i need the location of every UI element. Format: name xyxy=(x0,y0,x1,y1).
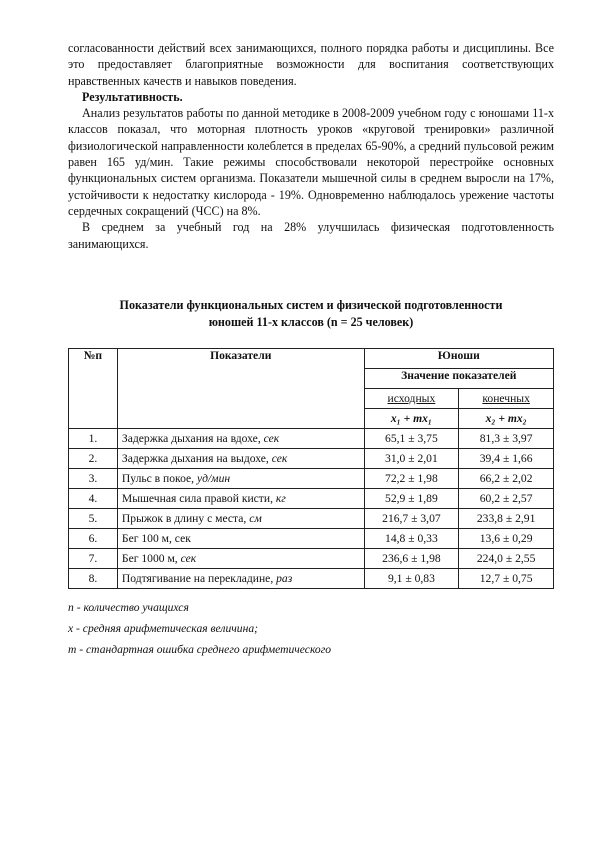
table-row xyxy=(69,469,554,489)
row-indicator-unit: см xyxy=(249,512,262,525)
row-indicator xyxy=(117,489,364,509)
header-start-formula: x₁ + mx₁ xyxy=(364,409,459,429)
table-row xyxy=(69,489,554,509)
row-number: 6. xyxy=(69,529,118,549)
row-end-value: 12,7 ± 0,75 xyxy=(459,569,554,589)
row-number: 8. xyxy=(69,569,118,589)
row-number: 1. xyxy=(69,429,118,449)
row-start-value: 31,0 ± 2,01 xyxy=(364,449,459,469)
row-end-value: 233,8 ± 2,91 xyxy=(459,509,554,529)
row-indicator-label: Задержка дыхания на выдохе, xyxy=(121,452,272,465)
row-number: 7. xyxy=(69,549,118,569)
row-indicator-unit: сек xyxy=(180,552,197,565)
table-notes xyxy=(68,597,554,660)
row-indicator-label: Прыжок в длину с места, xyxy=(121,512,250,525)
header-end-formula: x₂ + mx₂ xyxy=(459,409,554,429)
row-number: 4. xyxy=(69,489,118,509)
row-indicator xyxy=(117,529,364,549)
row-number: 2. xyxy=(69,449,118,469)
note-n: n - количество учащихся xyxy=(68,601,189,614)
section-heading: Результативность. xyxy=(82,89,183,104)
row-end-value: 81,3 ± 3,97 xyxy=(459,429,554,449)
row-indicator-label: Пульс в покое, xyxy=(121,472,197,485)
row-start-value: 52,9 ± 1,89 xyxy=(364,489,459,509)
row-end-value: 39,4 ± 1,66 xyxy=(459,449,554,469)
row-start-value: 72,2 ± 1,98 xyxy=(364,469,459,489)
row-indicator-label: Бег 1000 м, xyxy=(121,552,181,565)
row-indicator xyxy=(117,569,364,589)
row-indicator xyxy=(117,429,364,449)
row-end-value: 66,2 ± 2,02 xyxy=(459,469,554,489)
note-x: x - средняя арифметическая величина; xyxy=(68,622,259,635)
row-start-value: 9,1 ± 0,83 xyxy=(364,569,459,589)
table-row xyxy=(69,449,554,469)
row-indicator-unit: раз xyxy=(276,572,293,585)
row-indicator-label: Мышечная сила правой кисти, xyxy=(121,492,276,505)
paragraph-summary: В среднем за учебный год на 28% улучшилась физическая подготовленность занимающихся. xyxy=(68,220,554,251)
row-start-value: 236,6 ± 1,98 xyxy=(364,549,459,569)
row-end-value: 13,6 ± 0,29 xyxy=(459,529,554,549)
body-text xyxy=(68,40,554,252)
header-start: исходных xyxy=(364,389,459,409)
row-indicator-unit: сек xyxy=(263,432,280,445)
paragraph-intro: согласованности действий всех занимающихся, полного порядка работы и дисциплины. Все это предоставляет благоприятные возможности для воспитания соответствующих нравственных качеств и навыков поведения. xyxy=(68,41,554,88)
note-m: m - стандартная ошибка среднего арифметического xyxy=(68,643,332,656)
row-indicator xyxy=(117,449,364,469)
row-indicator xyxy=(117,469,364,489)
table-row xyxy=(69,429,554,449)
row-number: 5. xyxy=(69,509,118,529)
header-number: №п xyxy=(69,349,118,429)
row-indicator-label: Задержка дыхания на вдохе, xyxy=(121,432,264,445)
table-title xyxy=(68,297,554,331)
row-indicator-unit: кг xyxy=(275,492,286,505)
header-group: Юноши xyxy=(364,349,553,369)
row-indicator xyxy=(117,549,364,569)
row-end-value: 224,0 ± 2,55 xyxy=(459,549,554,569)
table-row xyxy=(69,509,554,529)
row-start-value: 14,8 ± 0,33 xyxy=(364,529,459,549)
table-title-line-2: юношей 11-х классов (n = 25 человек) xyxy=(208,315,414,329)
row-start-value: 65,1 ± 3,75 xyxy=(364,429,459,449)
table-title-line-1: Показатели функциональных систем и физической подготовленности xyxy=(119,298,503,312)
table-row xyxy=(69,569,554,589)
header-indicators: Показатели xyxy=(117,349,364,429)
row-start-value: 216,7 ± 3,07 xyxy=(364,509,459,529)
row-indicator xyxy=(117,509,364,529)
header-end: конечных xyxy=(459,389,554,409)
results-table xyxy=(68,348,554,589)
row-indicator-label: Бег 100 м, сек xyxy=(121,532,191,545)
paragraph-results: Анализ результатов работы по данной методике в 2008-2009 учебном году с юношами 11-х классов показал, что моторная плотность уроков «круговой тренировки» различной физиологической направленности колеблется в пределах 65-90%, а средний пульсовой режим равен 165 уд/мин. Такие режимы способствовали некоторой перестройке основных функциональных систем организма. Показатели мышечной силы в среднем выросли на 17%, устойчивости к недостатку кислорода - 19%. Одновременно наблюдалось урежение частоты сердечных сокращений (ЧСС) на 8%. xyxy=(68,106,554,218)
row-indicator-label: Подтягивание на перекладине, xyxy=(121,572,277,585)
row-indicator-unit: сек xyxy=(271,452,288,465)
row-indicator-unit: уд/мин xyxy=(196,472,231,485)
table-row xyxy=(69,529,554,549)
table-row xyxy=(69,549,554,569)
row-end-value: 60,2 ± 2,57 xyxy=(459,489,554,509)
row-number: 3. xyxy=(69,469,118,489)
header-values: Значение показателей xyxy=(364,369,553,389)
